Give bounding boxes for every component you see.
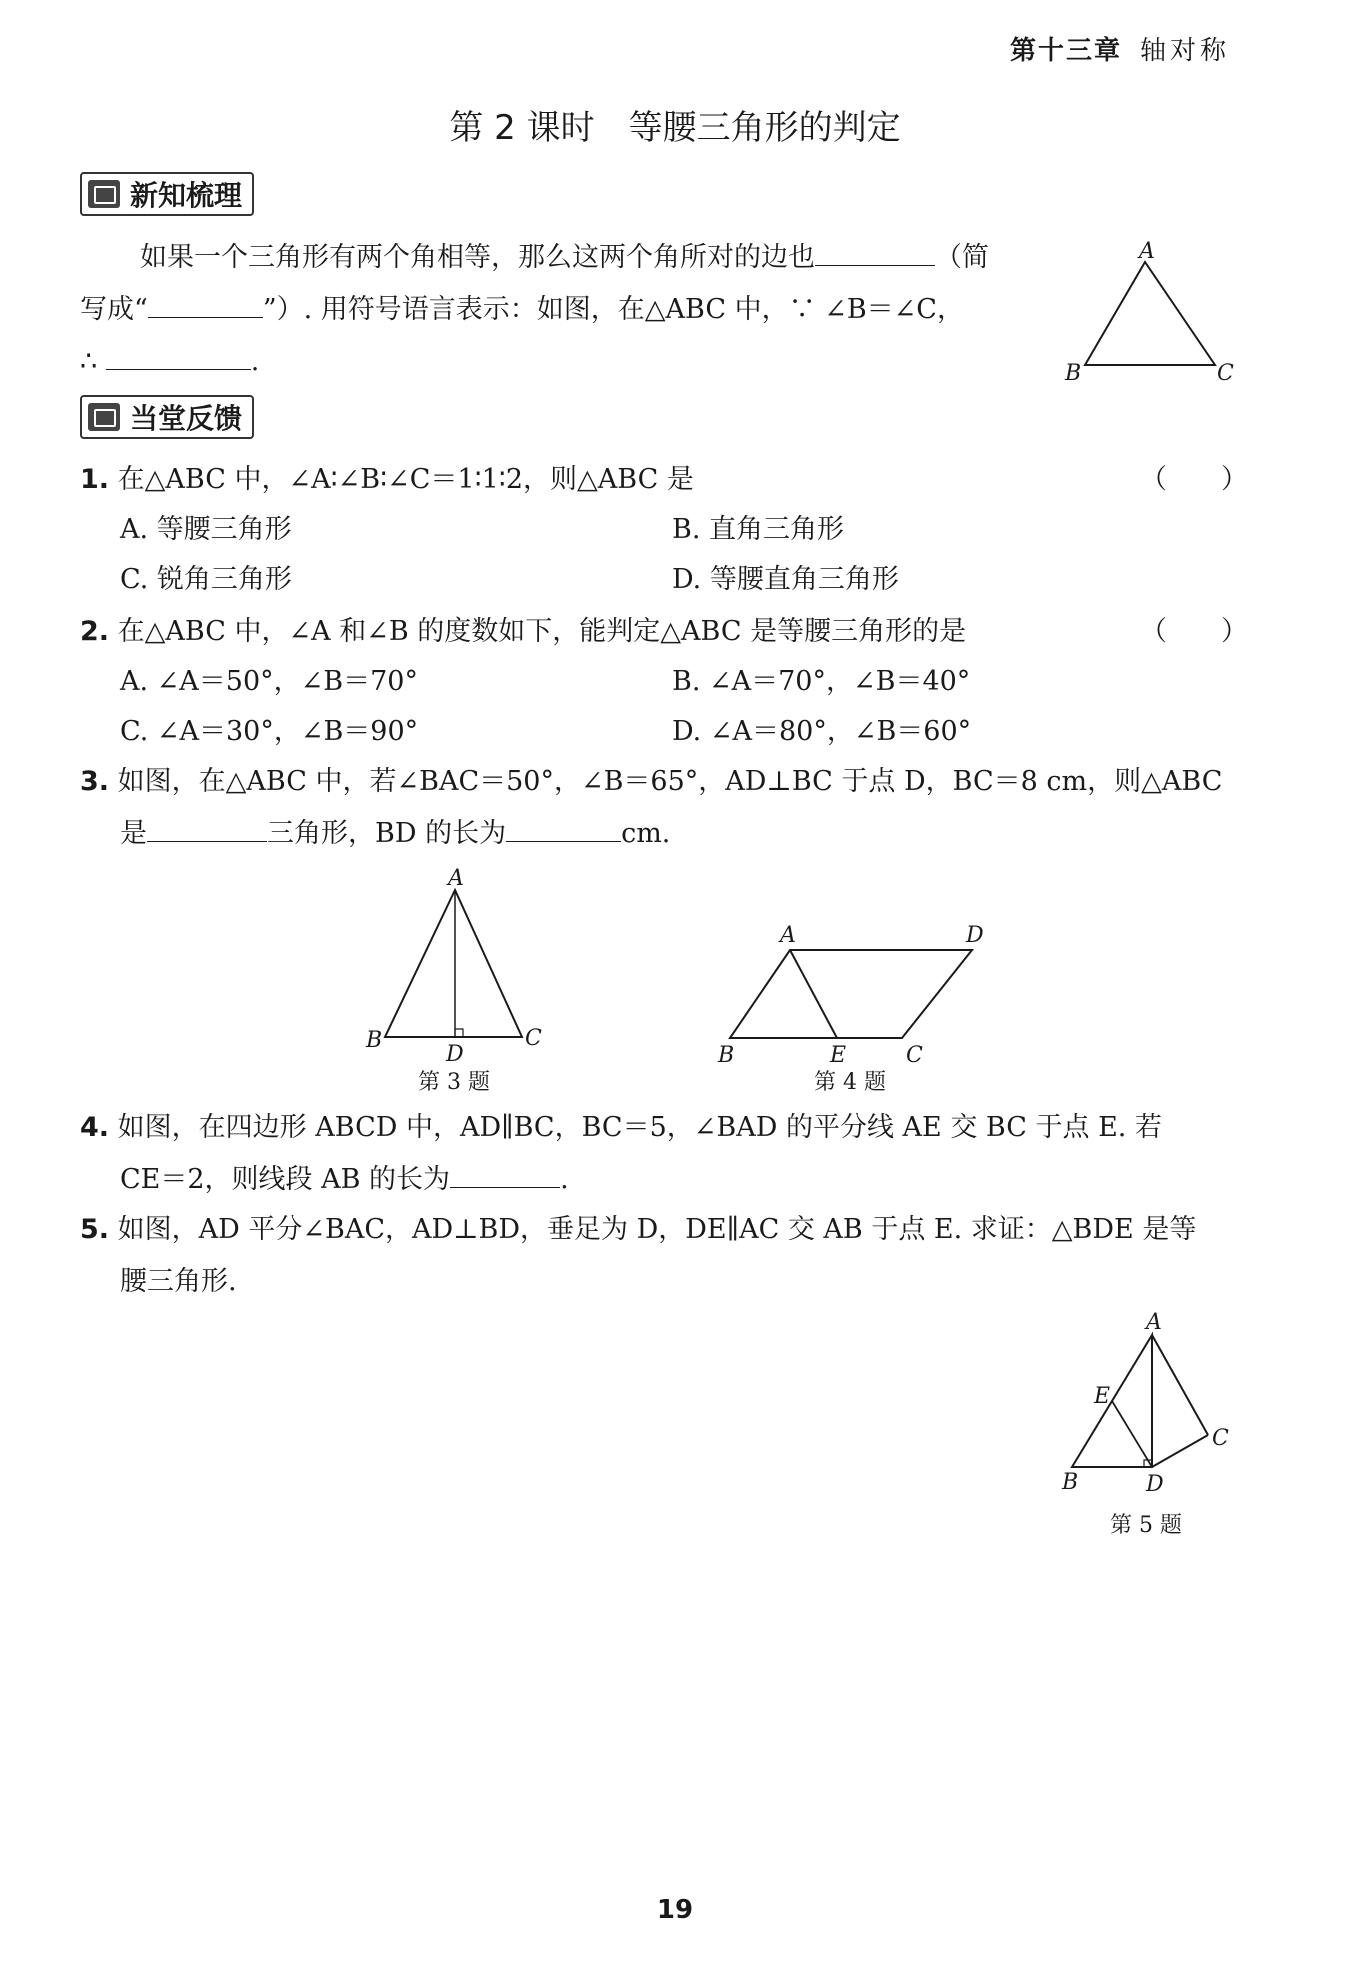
figure-4-caption: 第 4 题	[814, 1070, 886, 1095]
section-heading-feedback	[80, 395, 254, 439]
text: ”）. 用符号语言表示：如图，在△ABC 中，∵ ∠B＝∠C，	[262, 294, 964, 325]
option-C[interactable]: C. ∠A＝30°，∠B＝90°	[120, 716, 419, 747]
label-D: D	[966, 923, 984, 948]
therefore-symbol: ∴	[80, 346, 98, 377]
question-4-line-2	[120, 1154, 569, 1206]
question-1	[80, 454, 694, 506]
answer-blank[interactable]	[106, 339, 251, 370]
option-A[interactable]: A. ∠A＝50°，∠B＝70°	[120, 666, 418, 697]
text: 写成“	[80, 294, 148, 325]
text: .	[560, 1164, 569, 1195]
knowledge-line-3	[80, 336, 259, 388]
figure-intro-triangle	[1055, 240, 1235, 385]
question-number: 1.	[80, 464, 110, 495]
question-text: 如图，AD 平分∠BAC，AD⊥BD，垂足为 D，DE∥AC 交 AB 于点 E. 求证：△BDE 是等	[117, 1214, 1197, 1245]
page-number: 19	[656, 1895, 694, 1925]
label-E: E	[1094, 1384, 1111, 1409]
figure-5-caption: 第 5 题	[1110, 1513, 1182, 1538]
label-A: A	[1146, 1310, 1162, 1335]
option-C[interactable]: C. 锐角三角形	[120, 564, 292, 595]
option-B[interactable]: B. ∠A＝70°，∠B＝40°	[672, 666, 971, 697]
label-B: B	[366, 1028, 383, 1053]
answer-parenthesis[interactable]: （ ）	[1140, 616, 1248, 647]
answer-blank[interactable]	[506, 811, 621, 842]
question-number: 5.	[80, 1214, 110, 1245]
knowledge-line-1	[140, 232, 989, 284]
label-A: A	[448, 866, 464, 891]
question-5	[80, 1204, 1196, 1256]
question-text: 如图，在△ABC 中，若∠BAC＝50°，∠B＝65°，AD⊥BC 于点 D，BC＝8 cm，则△ABC	[117, 766, 1223, 797]
label-B: B	[1062, 1470, 1079, 1495]
label-D: D	[1146, 1472, 1164, 1497]
answer-blank[interactable]	[450, 1157, 560, 1188]
section-heading-label: 新知梳理	[130, 179, 243, 212]
label-D: D	[446, 1042, 464, 1065]
text: .	[250, 346, 260, 377]
question-3-line-2	[120, 808, 670, 860]
question-text: 在△ABC 中，∠A∶∠B∶∠C＝1∶1∶2，则△ABC 是	[117, 464, 694, 495]
label-B: B	[718, 1043, 735, 1068]
label-A: A	[1139, 240, 1155, 264]
chapter-number: 第十三章	[1009, 36, 1122, 66]
question-number: 4.	[80, 1112, 110, 1143]
question-5-line-2: 腰三角形.	[120, 1266, 237, 1297]
question-text: 在△ABC 中，∠A 和∠B 的度数如下，能判定△ABC 是等腰三角形的是	[117, 616, 967, 647]
question-2	[80, 606, 966, 658]
text: cm.	[621, 818, 671, 849]
question-number: 3.	[80, 766, 110, 797]
option-A[interactable]: A. 等腰三角形	[120, 514, 292, 545]
pencil-icon	[88, 403, 120, 431]
answer-blank[interactable]	[815, 235, 935, 266]
question-text: 如图，在四边形 ABCD 中，AD∥BC，BC＝5，∠BAD 的平分线 AE 交 BC 于点 E. 若	[117, 1112, 1162, 1143]
option-D[interactable]: D. 等腰直角三角形	[672, 564, 899, 595]
question-3	[80, 756, 1222, 808]
label-C: C	[1212, 1426, 1229, 1451]
figure-5	[1050, 1305, 1250, 1505]
section-heading-new-knowledge	[80, 172, 254, 216]
lesson-title: 第 2 课时 等腰三角形的判定	[449, 108, 901, 148]
option-B[interactable]: B. 直角三角形	[672, 514, 845, 545]
label-C: C	[906, 1043, 923, 1068]
text: 是	[120, 818, 147, 849]
text: （简	[935, 242, 989, 273]
figure-3-caption: 第 3 题	[418, 1070, 490, 1095]
book-icon	[88, 180, 120, 208]
label-C: C	[525, 1026, 542, 1051]
section-heading-label: 当堂反馈	[130, 402, 243, 435]
answer-parenthesis[interactable]: （ ）	[1140, 464, 1248, 495]
text: 如果一个三角形有两个角相等，那么这两个角所对的边也	[140, 242, 815, 273]
label-A: A	[780, 923, 796, 948]
chapter-header	[1010, 30, 1230, 67]
text: CE＝2，则线段 AB 的长为	[120, 1164, 451, 1195]
answer-blank[interactable]	[147, 811, 267, 842]
label-C: C	[1217, 361, 1234, 385]
answer-blank[interactable]	[148, 287, 263, 318]
figure-4	[710, 920, 1030, 1070]
label-E: E	[830, 1043, 847, 1068]
figure-3	[360, 865, 560, 1065]
label-B: B	[1065, 361, 1082, 385]
question-number: 2.	[80, 616, 110, 647]
text: 三角形，BD 的长为	[267, 818, 507, 849]
option-D[interactable]: D. ∠A＝80°，∠B＝60°	[672, 716, 972, 747]
question-4	[80, 1102, 1162, 1154]
chapter-name: 轴对称	[1139, 36, 1230, 66]
knowledge-line-2	[80, 284, 964, 336]
